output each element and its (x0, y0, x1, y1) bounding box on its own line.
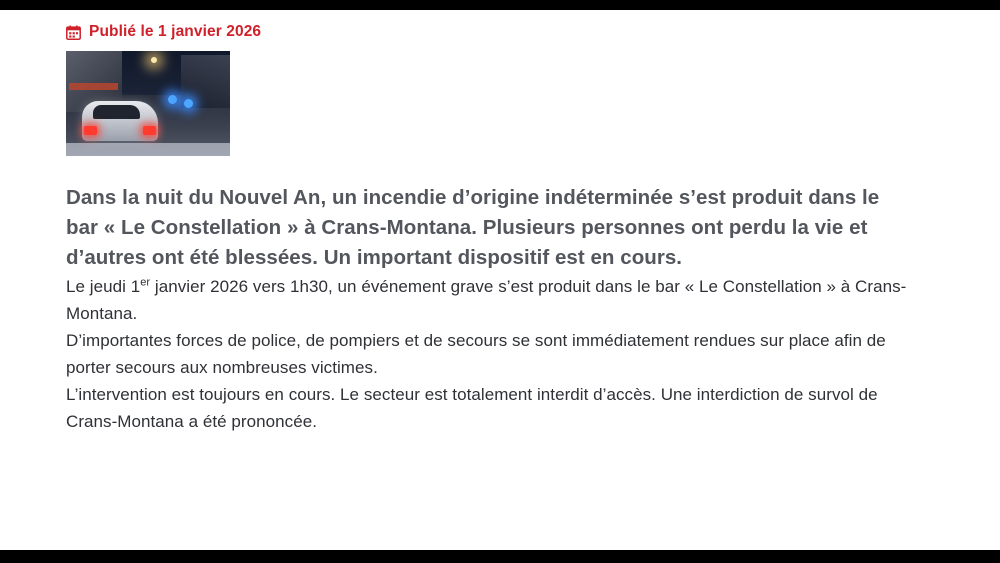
night-street-police-photo[interactable] (66, 51, 230, 156)
photo-police-beacon-1 (168, 95, 177, 104)
article-lede: Dans la nuit du Nouvel An, un incendie d’origine indéterminée s’est produit dans le bar « Le Constellation » à Crans-Montana. Plusieurs personnes ont perdu la vie et d’autres ont été blessées. Un important dispositif est en cours. (66, 186, 880, 269)
publication-date-label: Publié le 1 janvier 2026 (89, 23, 262, 40)
photo-taillight-right (143, 126, 156, 135)
photo-snow-bank (66, 143, 230, 156)
article-paragraph-2: D’importantes forces de police, de pompiers et de secours se sont immédiatement rendues sur place afin de porter secours aux nombreuses victimes. (66, 331, 886, 377)
photo-car (82, 101, 157, 141)
article-page (0, 10, 1000, 550)
article-content (66, 10, 926, 435)
paragraph-1-before: Le jeudi 1 (66, 277, 141, 296)
calendar-icon (66, 25, 81, 40)
publication-date (66, 23, 926, 41)
article-paragraph-3: L’intervention est toujours en cours. Le secteur est totalement interdit d’accès. Une interdiction de survol de Crans-Montana a été prononcée. (66, 385, 878, 431)
paragraph-1-ordinal-suffix: er (140, 276, 151, 289)
photo-awning (69, 83, 118, 90)
paragraph-1-after: janvier 2026 vers 1h30, un événement grave s’est produit dans le bar « Le Constellation » à Crans-Montana. (66, 277, 907, 323)
article-paragraph-1 (66, 273, 926, 327)
photo-taillight-left (84, 126, 97, 135)
